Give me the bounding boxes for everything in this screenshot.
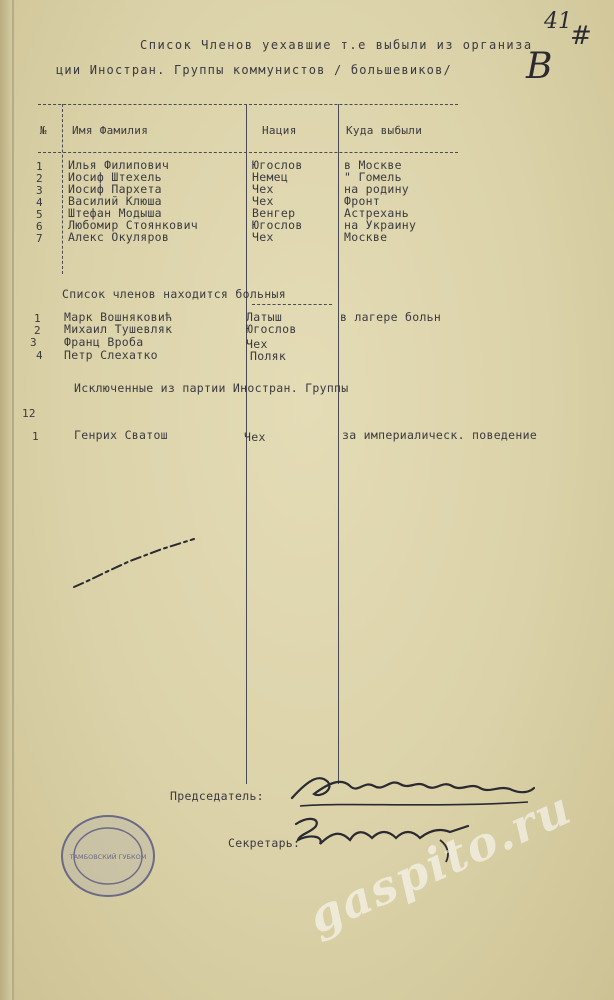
binding-line	[12, 0, 14, 1000]
row-where: " Гомель	[344, 170, 402, 184]
row-name: Иосиф Пархета	[68, 182, 162, 196]
row-nation: Югослов	[246, 322, 297, 336]
row-num: 2	[34, 324, 41, 337]
row-name: Василий Клюша	[68, 194, 162, 208]
row-num: 4	[36, 196, 43, 209]
row-num: 4	[36, 349, 43, 362]
row-nation: Немец	[252, 170, 289, 184]
row-nation: Югослов	[252, 158, 303, 172]
row-num: 3	[36, 184, 43, 197]
secretary-label: Секретарь:	[228, 836, 301, 850]
column-divider-name	[246, 104, 247, 784]
row-name: Иосиф Штехель	[68, 170, 162, 184]
row-nation: Латыш	[246, 310, 283, 324]
row-name: Алекс Окуляров	[68, 230, 170, 244]
row-num: 1	[34, 312, 41, 325]
chairman-label: Председатель:	[170, 789, 264, 803]
row-num: 7	[36, 232, 43, 245]
row-name: Штефан Модыша	[68, 206, 162, 220]
pencil-stroke	[70, 535, 200, 595]
row-name: Франц Вроба	[64, 335, 144, 349]
page-number-mark: 41	[544, 9, 572, 34]
column-divider-num	[62, 104, 63, 274]
header-where: Куда выбыли	[346, 124, 423, 137]
row-nation: Югослов	[252, 218, 303, 232]
row-where: в лагере больн	[340, 310, 442, 324]
table-header-rule	[38, 152, 458, 153]
row-where: Астрехань	[344, 206, 410, 220]
hash-mark: #	[570, 21, 592, 51]
row-nation: Чех	[252, 182, 274, 196]
row-num: 2	[36, 172, 43, 185]
row-num: 5	[36, 208, 43, 221]
sick-section-rule	[252, 304, 332, 305]
row-num: 1	[32, 430, 39, 443]
row-where: за империалическ. поведение	[342, 428, 538, 442]
row-nation: Поляк	[250, 349, 287, 363]
organization-stamp	[58, 812, 158, 900]
row-name: Михаил Тушевляк	[64, 322, 173, 336]
row-num: 3	[30, 336, 37, 349]
site-watermark: gaspito.ru	[300, 780, 580, 945]
excluded-num-header: 12	[22, 407, 36, 420]
row-nation: Венгер	[252, 206, 296, 220]
row-where: в Москве	[344, 158, 402, 172]
column-divider-nation	[338, 104, 339, 784]
title-line-1: Список Членов уехавшие т.е выбыли из организа	[140, 38, 533, 52]
row-where: Фронт	[344, 194, 381, 208]
header-name: Имя Фамилия	[72, 124, 149, 137]
row-name: Илья Филипович	[68, 158, 170, 172]
row-nation: Чех	[244, 430, 266, 444]
header-nation: Нация	[262, 124, 297, 137]
row-where: на Украину	[344, 218, 417, 232]
row-where: на родину	[344, 182, 410, 196]
title-line-2: ции Иностран. Группы коммунистов / большевиков/	[56, 63, 452, 77]
excluded-section-header: Исключенные из партии Иностран. Группы	[74, 381, 349, 395]
row-num: 1	[36, 160, 43, 173]
row-name: Петр Слехатко	[64, 348, 158, 362]
row-nation: Чех	[252, 230, 274, 244]
row-nation: Чех	[246, 337, 268, 351]
row-name: Генрих Сватош	[74, 428, 168, 442]
row-where: Москве	[344, 230, 388, 244]
header-num: №	[40, 124, 47, 137]
row-name: Марк Вошняковић	[64, 310, 173, 324]
row-num: 6	[36, 220, 43, 233]
letter-mark: В	[526, 46, 553, 80]
sick-section-header: Список членов находится больныя	[62, 287, 286, 301]
row-name: Любомир Стоянкович	[68, 218, 199, 232]
row-nation: Чех	[252, 194, 274, 208]
stamp-text: ТАМБОВСКИЙ ГУБКОМ	[69, 853, 147, 861]
table-top-rule	[38, 104, 458, 105]
